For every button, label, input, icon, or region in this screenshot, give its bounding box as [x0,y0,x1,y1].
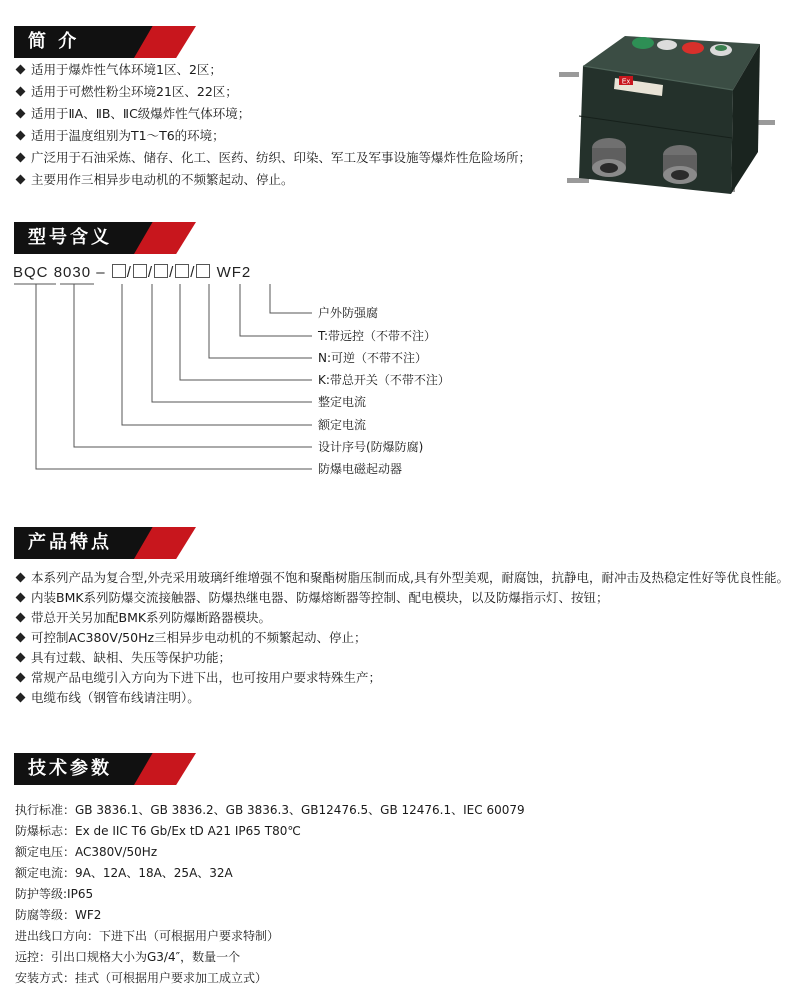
section-header-params [14,753,189,785]
diamond-bullet-icon [16,153,26,163]
list-item: 适用于可燃性粉尘环境21区、22区； [17,81,531,103]
model-dash: – [96,264,106,281]
product-image [555,28,780,200]
list-item: 广泛用于石油采炼、储存、化工、医药、纺织、印染、军工及军事设施等爆炸性危险场所； [17,147,531,169]
diamond-bullet-icon [16,573,26,583]
param-row: 防护等级:IP65 [15,887,94,901]
list-item: 适用于ⅡA、ⅡB、ⅡC级爆炸性气体环境； [17,103,531,125]
model-label: N:可逆（不带不注） [318,351,428,365]
param-row: 防腐等级：WF2 [15,908,102,922]
list-item: 电缆布线（钢管布线请注明）。 [17,688,789,708]
cable-gland-right [663,145,697,184]
section-title-params: 技术参数 [28,758,112,779]
model-label: K:带总开关（不带不注） [318,373,450,387]
list-item: 内装BMK系列防爆交流接触器、防爆热继电器、防爆熔断器等控制、配电模块，以及防爆指示灯、按钮； [17,588,789,608]
list-item: 适用于爆炸性气体环境1区、2区； [17,59,531,81]
model-prefix: BQC [13,264,49,281]
diamond-bullet-icon [16,175,26,185]
feature-list [17,568,789,708]
model-label: 户外防强腐 [318,306,379,320]
section-header-model [14,222,189,254]
model-series: 8030 [53,264,92,281]
diamond-bullet-icon [16,65,26,75]
list-item: 适用于温度组别为T1～T6的环境； [17,125,531,147]
section-title-features: 产品特点 [28,532,112,553]
placeholder-box [154,264,168,278]
model-label: 防爆电磁起动器 [318,462,403,476]
section-title-model: 型号含义 [28,227,112,248]
list-item: 主要用作三相异步电动机的不频繁起动、停止。 [17,169,531,191]
model-label: 设计序号(防爆防腐) [318,440,424,454]
model-suffix: WF2 [216,264,252,281]
diamond-bullet-icon [16,693,26,703]
section-header-intro [14,26,189,58]
placeholder-box [196,264,210,278]
model-label: 整定电流 [318,395,367,409]
diamond-bullet-icon [16,131,26,141]
diamond-bullet-icon [16,673,26,683]
cable-gland-left [592,138,626,177]
placeholder-box [133,264,147,278]
diamond-bullet-icon [16,87,26,97]
placeholder-box [112,264,126,278]
placeholder-box [175,264,189,278]
list-item: 带总开关另加配BMK系列防爆断路器模块。 [17,608,789,628]
green-button [715,45,727,51]
section-header-features [14,527,189,559]
intro-list [17,59,531,191]
list-item: 具有过载、缺相、失压等保护功能； [17,648,789,668]
param-row: 额定电流：9A、12A、18A、25A、32A [15,866,233,880]
diamond-bullet-icon [16,633,26,643]
model-code: BQC 8030 – / / / / WF2 [13,264,252,281]
model-label: 额定电流 [318,418,367,432]
param-row: 进出线口方向：下进下出（可根据用户要求特制） [15,929,280,943]
param-row: 安装方式：挂式（可根据用户要求加工成立式） [15,971,268,985]
param-row: 防爆标志：Ex de IIC T6 Gb/Ex tD A21 IP65 T80℃ [15,824,301,838]
diamond-bullet-icon [16,593,26,603]
mounting-bracket [559,72,579,77]
red-indicator-light [682,42,704,54]
param-row: 执行标准：GB 3836.1、GB 3836.2、GB 3836.3、GB12476.5、GB 12476.1、IEC 60079 [15,803,525,817]
params-list [15,800,525,989]
model-label: T:带远控（不带不注） [318,329,437,343]
param-row: 远控：引出口规格大小为G3/4″，数量一个 [15,950,241,964]
ex-mark: Ex [621,78,631,86]
diamond-bullet-icon [16,653,26,663]
param-row: 额定电压：AC380V/50Hz [15,845,158,859]
list-item: 可控制AC380V/50Hz三相异步电动机的不频繁起动、停止； [17,628,789,648]
list-item: 本系列产品为复合型,外壳采用玻璃纤维增强不饱和聚酯树脂压制而成,具有外型美观，耐腐蚀，抗静电，耐冲击及热稳定性好等优良性能。 [17,568,789,588]
mounting-bracket [567,178,589,183]
diamond-bullet-icon [16,109,26,119]
green-indicator-light [632,37,654,49]
section-title-intro: 简 介 [28,31,80,52]
diamond-bullet-icon [16,613,26,623]
white-button [657,40,677,50]
list-item: 常规产品电缆引入方向为下进下出，也可按用户要求特殊生产； [17,668,789,688]
